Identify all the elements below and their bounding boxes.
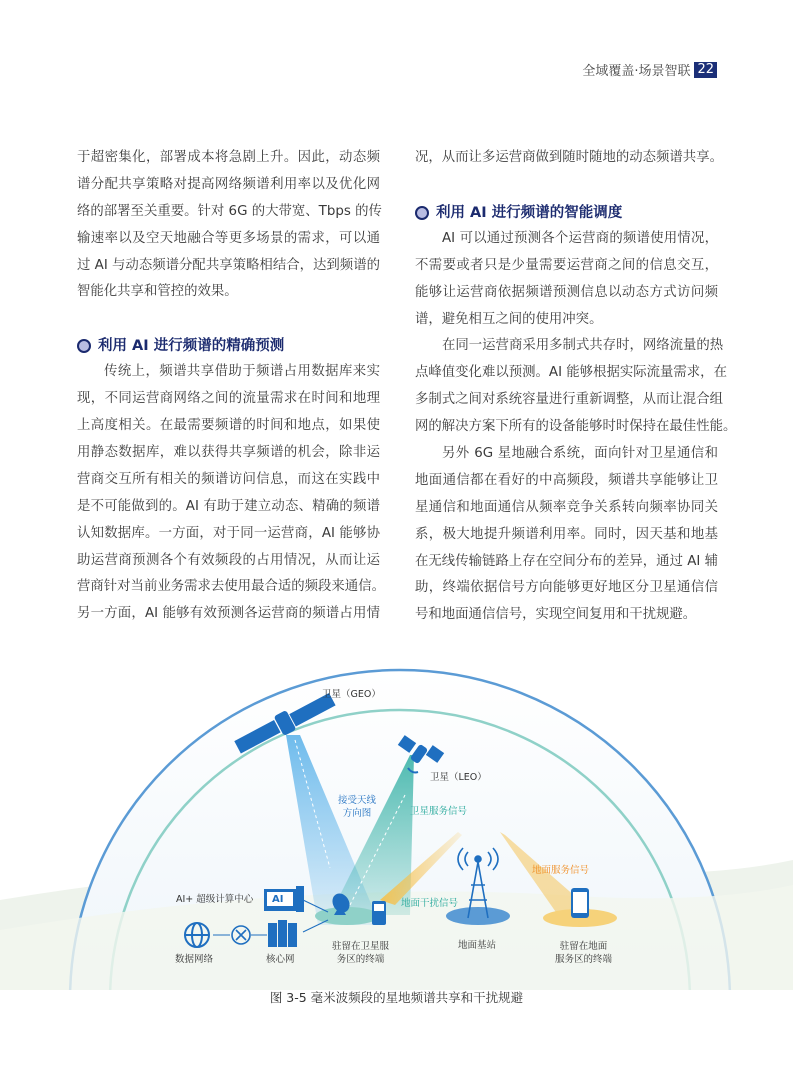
ground-signal-label: 地面服务信号	[532, 865, 590, 876]
paragraph-line: 传统上，频谱共享借助于频谱占用数据库来实	[104, 364, 380, 380]
ground-terminal-label: 驻留在地面 服务区的终端	[555, 941, 613, 965]
spectrum-sharing-diagram	[0, 640, 793, 990]
bullet-circle-icon	[77, 339, 91, 353]
paragraph-line: 另一方面，AI 能够有效预测各运营商的频谱占用情	[77, 606, 380, 622]
bullet-circle-icon	[415, 206, 429, 220]
section-heading-prediction: 利用 AI 进行频谱的精确预测	[77, 333, 380, 359]
paragraph-line: 星通信和地面通信从频率竞争关系转向频率协同关	[415, 499, 718, 515]
paragraph-line: 认知数据库。一方面，对于同一运营商，AI 能够协	[77, 525, 380, 541]
data-network-label: 数据网络	[175, 954, 214, 965]
right-column	[415, 145, 737, 629]
paragraph-line: 营商交互所有相关的频谱访问信息，而这在实践中	[77, 471, 380, 487]
ai-computer-icon	[264, 886, 304, 912]
paragraph-line: 用静态数据库，难以获得共享频谱的机会，除非运	[77, 445, 380, 461]
paragraph-line: 网的解决方案下所有的设备能够时时保持在最佳性能。	[415, 419, 737, 435]
paragraph-line: 在无线传输链路上存在空间分布的差异，通过 AI 辅	[415, 553, 718, 569]
paragraph-line: 不需要或者只是少量需要运营商之间的信息交互，	[415, 257, 718, 273]
paragraph-line: 营商针对当前业务需求去使用最合适的频段来通信。	[77, 579, 385, 595]
paragraph-line: 在同一运营商采用多制式共存时，网络流量的热	[442, 338, 724, 354]
antenna-pattern-label: 接受天线 方向图	[338, 795, 377, 819]
running-header	[582, 60, 717, 79]
paragraph-line: 是不可能做到的。AI 有助于建立动态、精确的频谱	[77, 498, 380, 514]
smartphone-icon	[571, 888, 589, 918]
paragraph-line: 系，极大地提升频谱利用率。同时，因天基和地基	[415, 526, 718, 542]
paragraph-line: AI 可以通过预测各个运营商的频谱使用情况，	[442, 230, 718, 246]
paragraph-line: 络的部署至关重要。针对 6G 的大带宽、Tbps 的传	[77, 203, 382, 219]
geo-satellite-label: 卫星（GEO）	[322, 689, 381, 700]
base-station-label: 地面基站	[458, 940, 497, 951]
section-title: 全域覆盖·场景智联	[582, 64, 691, 79]
paragraph-line: 另外 6G 星地融合系统，面向针对卫星通信和	[442, 446, 718, 462]
paragraph-line: 输速率以及空天地融合等更多场景的需求，可以通	[77, 230, 380, 246]
paragraph-line: 多制式之间对系统容量进行重新调整，从而让混合组	[415, 392, 723, 408]
core-network-label: 核心网	[266, 954, 295, 965]
paragraph-line: 况，从而让多运营商做到随时随地的动态频谱共享。	[415, 150, 723, 165]
page-number: 22	[694, 62, 717, 78]
satellite-terminal-label: 驻留在卫星服 务区的终端	[332, 941, 390, 965]
interference-label: 地面干扰信号	[401, 898, 459, 909]
ai-center-label: AI+ 超级计算中心	[176, 894, 254, 905]
paragraph-line: 点峰值变化难以预测。AI 能够根据实际流量需求，在	[415, 365, 727, 381]
paragraph-line: 于超密集化，部署成本将急剧上升。因此，动态频	[77, 150, 380, 165]
ai-screen-text: AI	[272, 894, 284, 905]
paragraph-line: 上高度相关。在最需要频谱的时间和地点，如果使	[77, 418, 380, 434]
server-rack-icon	[268, 920, 297, 947]
figure-caption: 图 3-5 毫米波频段的星地频谱共享和干扰规避	[269, 990, 524, 1005]
paragraph-line: 号和地面通信信号，实现空间复用和干扰规避。	[415, 607, 697, 623]
paragraph-line: 能够让运营商依据频谱预测信息以动态方式访问频	[415, 284, 718, 300]
paragraph-line: 助运营商预测各个有效频段的占用情况，从而让运	[77, 552, 380, 568]
paragraph-line: 现，不同运营商网络之间的流量需求在时间和地理	[77, 391, 380, 407]
section-heading-scheduling: 利用 AI 进行频谱的智能调度	[415, 200, 718, 226]
satellite-signal-label: 卫星服务信号	[410, 806, 468, 817]
paragraph-line: 过 AI 与动态频谱分配共享策略相结合，达到频谱的	[77, 257, 380, 273]
left-column	[77, 145, 385, 628]
paragraph-line: 谱，避免相互之间的使用冲突。	[415, 311, 603, 327]
leo-satellite-label: 卫星（LEO）	[430, 772, 487, 783]
paragraph-line: 智能化共享和管控的效果。	[77, 284, 238, 300]
paragraph-line: 助，终端依据信号方向能够更好地区分卫星通信信	[415, 580, 718, 596]
paragraph-line: 地面通信都在看好的中高频段，频谱共享能够让卫	[415, 472, 718, 488]
paragraph-line: 谱分配共享策略对提高网络频谱利用率以及优化网	[77, 176, 380, 192]
handset-terminal-icon	[372, 901, 386, 925]
